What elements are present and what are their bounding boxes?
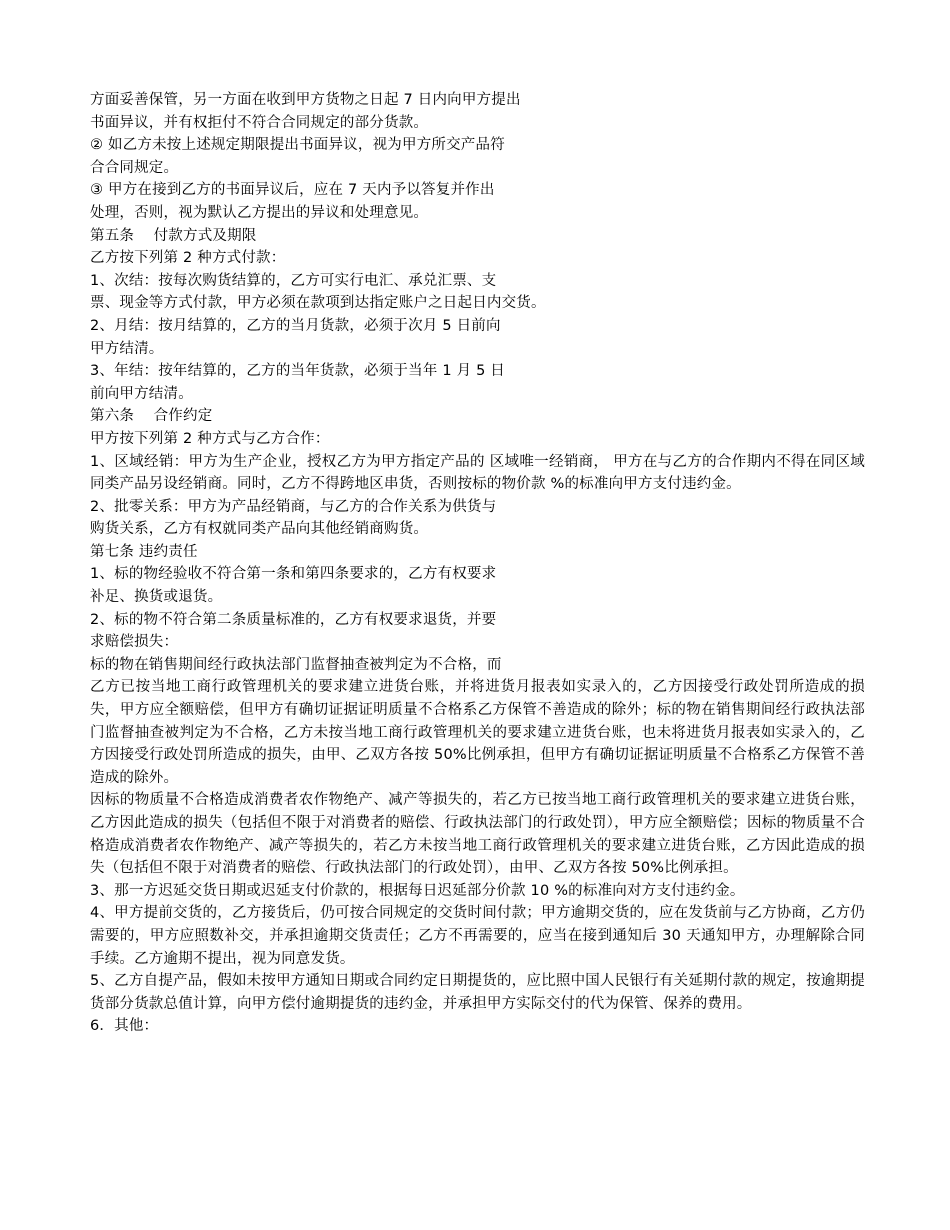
- section-heading: 第六条 合作约定: [90, 408, 213, 425]
- text-line: 甲方按下列第 2 种方式与乙方合作：: [90, 430, 330, 447]
- paragraph: 3、那一方迟延交货日期或迟延支付价款的，根据每日迟延部分价款 10 %的标准向对方支付违约金。: [90, 882, 745, 899]
- text-line: 1、标的物经验收不符合第一条和第四条要求的，乙方有权要求: [90, 566, 497, 583]
- text-line: 书面异议，并有权拒付不符合合同规定的部分货款。: [90, 114, 429, 131]
- section-heading: 第五条 付款方式及期限: [90, 227, 257, 244]
- paragraph: 4、甲方提前交货的，乙方接货后，仍可按合同规定的交货时间付款；甲方逾期交货的，应在发货前与乙方协商，乙方仍需要的，甲方应照数补交，并承担逾期交货责任；乙方不再需要的，应当在接到通知后 30 天通知甲方，办理解除合同手续。乙方逾期不提出，视为同意发货。: [90, 905, 865, 967]
- text-line: 2、月结：按月结算的，乙方的当月货款，必须于次月 5 日前向: [90, 317, 501, 334]
- text-line: 方面妥善保管，另一方面在收到甲方货物之日起 7 日内向甲方提出: [90, 92, 521, 108]
- text-line: 3、年结：按年结算的，乙方的当年货款，必须于当年 1 月 5 日: [90, 363, 506, 380]
- text-line: 6．其他：: [90, 1018, 159, 1035]
- paragraph: 1、区域经销：甲方为生产企业，授权乙方为甲方指定产品的 区域唯一经销商， 甲方在与乙方的合作期内不得在同区域同类产品另设经销商。同时，乙方不得跨地区串货，否则按标的物价款 %的标准向甲方支付违约金。: [90, 453, 865, 493]
- text-line: 合合同规定。: [90, 159, 179, 176]
- contract-page: [90, 89, 870, 1038]
- text-line: 2、批零关系：甲方为产品经销商，与乙方的合作关系为供货与: [90, 498, 497, 515]
- text-line: 补足、换货或退货。: [90, 589, 223, 606]
- text-line: 处理，否则，视为默认乙方提出的异议和处理意见。: [90, 204, 429, 221]
- text-line: 票、现金等方式付款，甲方必须在款项到达指定账户之日起日内交货。: [90, 295, 546, 312]
- text-line: 甲方结清。: [90, 340, 164, 357]
- text-line: 前向甲方结清。: [90, 385, 193, 402]
- text-line: 乙方按下列第 2 种方式付款：: [90, 250, 286, 267]
- text-line: 标的物在销售期间经行政执法部门监督抽查被判定为不合格，而: [90, 656, 502, 673]
- text-line: ② 如乙方未按上述规定期限提出书面异议，视为甲方所交产品符: [90, 137, 505, 154]
- text-line: 1、次结：按每次购货结算的，乙方可实行电汇、承兑汇票、支: [90, 272, 497, 289]
- text-line: 求赔偿损失：: [90, 634, 179, 651]
- paragraph: 乙方已按当地工商行政管理机关的要求建立进货台账，并将进货月报表如实录入的，乙方因接受行政处罚所造成的损失，甲方应全额赔偿，但甲方有确切证据证明质量不合格系乙方保管不善造成的除外；标的物在销售期间经行政执法部门监督抽查被判定为不合格，乙方未按当地工商行政管理机关的要求建立进货台账，也未将进货月报表如实录入的，乙方因接受行政处罚所造成的损失，由甲、乙双方各按 50%比例承担，但甲方有确切证据证明质量不合格系乙方保管不善造成的除外。: [90, 679, 865, 786]
- paragraph: 5、乙方自提产品，假如未按甲方通知日期或合同约定日期提货的，应比照中国人民银行有关延期付款的规定，按逾期提货部分货款总值计算，向甲方偿付逾期提货的违约金，并承担甲方实际交付的代为保管、保养的费用。: [90, 973, 865, 1012]
- section-heading: 第七条 违约责任: [90, 543, 198, 560]
- text-line: 购货关系，乙方有权就同类产品向其他经销商购货。: [90, 521, 429, 538]
- text-line: ③ 甲方在接到乙方的书面异议后，应在 7 天内予以答复并作出: [90, 182, 495, 199]
- text-line: 2、标的物不符合第二条质量标准的，乙方有权要求退货，并要: [90, 611, 497, 628]
- paragraph: 因标的物质量不合格造成消费者农作物绝产、减产等损失的，若乙方已按当地工商行政管理机关的要求建立进货台账，乙方因此造成的损失（包括但不限于对消费者的赔偿、行政执法部门的行政处罚），甲方应全额赔偿；因标的物质量不合格造成消费者农作物绝产、减产等损失的，若乙方未按当地工商行政管理机关的要求建立进货台账，乙方因此造成的损失（包括但不限于对消费者的赔偿、行政执法部门的行政处罚），由甲、乙双方各按 50%比例承担。: [90, 792, 865, 877]
